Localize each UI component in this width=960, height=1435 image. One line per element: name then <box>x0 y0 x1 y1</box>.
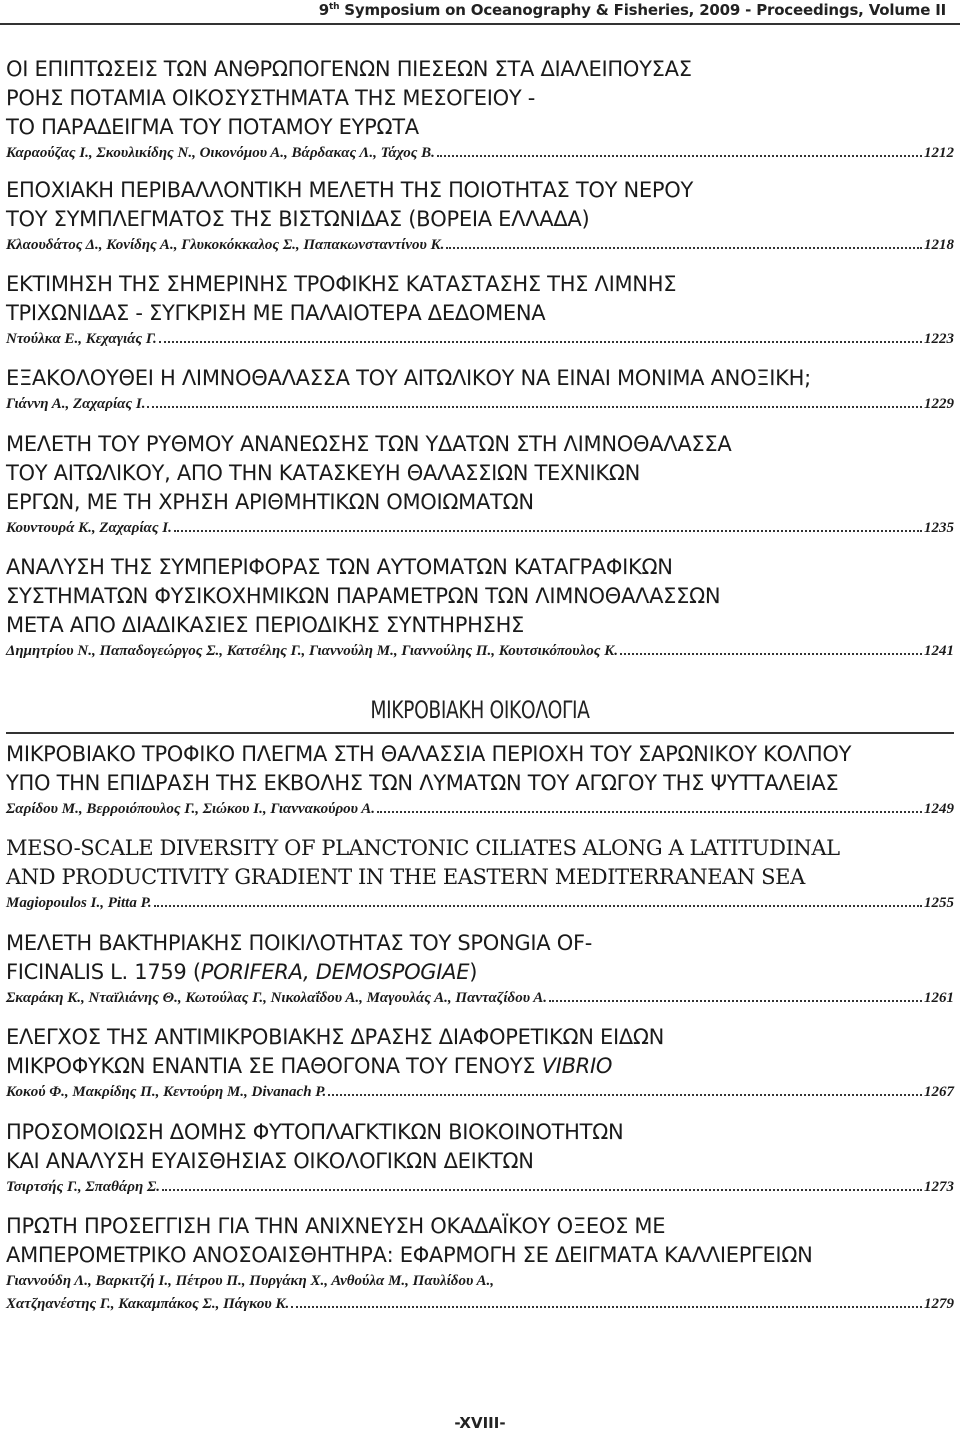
toc-entry[interactable] <box>6 834 954 915</box>
toc-entry[interactable] <box>6 553 954 663</box>
entry-title-line: ΚΑΙ ΑΝΑΛΥΣΗ ΕΥΑΙΣΘΗΣΙΑΣ ΟΙΚΟΛΟΓΙΚΩΝ ΔΕΙΚΤΩΝ <box>6 1149 534 1173</box>
dot-leader <box>377 811 922 813</box>
entry-authors: Κοκού Φ., Μακρίδης Π., Κεντούρη Μ., Divanach P. <box>6 1084 327 1100</box>
entry-title-line <box>6 958 954 987</box>
dot-leader <box>291 1306 922 1308</box>
toc-entry[interactable] <box>6 1023 954 1104</box>
entry-authors: Τσιρτσής Γ., Σπαθάρη Σ. <box>6 1179 160 1195</box>
entry-title-text: ΜΙΚΡΟΦΥΚΩΝ ΕΝΑΝΤΙΑ ΣΕ ΠΑΘΟΓΟΝΑ ΤΟΥ ΓΕΝΟΥΣ <box>6 1054 542 1078</box>
entry-author-line <box>6 1176 954 1199</box>
entry-author-line <box>6 1081 954 1104</box>
header-ordinal-suffix: th <box>328 2 340 12</box>
toc-entry[interactable] <box>6 55 954 165</box>
dot-leader <box>154 905 922 907</box>
toc-entry[interactable] <box>6 1212 954 1316</box>
entry-title-line: ΑΜΠΕΡΟΜΕΤΡΙΚΟ ΑΝΟΣΟΑΙΣΘΗΤΗΡΑ: ΕΦΑΡΜΟΓΗ ΣΕ ΔΕΙΓΜΑΤΑ ΚΑΛΛΙΕΡΓΕΙΩΝ <box>6 1243 813 1267</box>
toc-entry[interactable] <box>6 270 954 351</box>
entry-title-line: AND PRODUCTIVITY GRADIENT IN THE EASTERN MEDITERRANEAN SEA <box>6 865 805 889</box>
dot-leader <box>620 653 922 655</box>
header-divider <box>0 23 960 25</box>
entry-title-line: ΤΟΥ ΑΙΤΩΛΙΚΟΥ, ΑΠΟ ΤΗΝ ΚΑΤΑΣΚΕΥΗ ΘΑΛΑΣΣΙΩΝ ΤΕΧΝΙΚΩΝ <box>6 461 641 485</box>
entry-authors: Σκαράκη Κ., Νταϊλιάνης Θ., Κωτούλας Γ., Νικολαΐδου Α., Μαγουλάς Α., Πανταζίδου Α. <box>6 990 548 1006</box>
entry-page-number: 1249 <box>924 801 954 817</box>
footer-page-number: -XVIII- <box>454 1414 506 1432</box>
entry-title-line: ΕΡΓΩΝ, ΜΕ ΤΗ ΧΡΗΣΗ ΑΡΙΘΜΗΤΙΚΩΝ ΟΜΟΙΩΜΑΤΩΝ <box>6 490 534 514</box>
entry-title-line: ΤΟ ΠΑΡΑΔΕΙΓΜΑ ΤΟΥ ΠΟΤΑΜΟΥ ΕΥΡΩΤΑ <box>6 115 419 139</box>
entry-authors: Γιαννούδη Λ., Βαρκιτζή Ι., Πέτρου Π., Πυργάκη Χ., Ανθούλα Μ., Παυλίδου Α., <box>6 1273 495 1289</box>
section-heading: ΜΙΚΡΟΒΙΑΚΗ ΟΙΚΟΛΟΓΙΑ <box>370 696 590 724</box>
entry-title-line: ΜΕΛΕΤΗ ΒΑΚΤΗΡΙΑΚΗΣ ΠΟΙΚΙΛΟΤΗΤΑΣ ΤΟΥ SPONGIA OF- <box>6 931 593 955</box>
entry-authors: Κλαουδάτος Δ., Κονίδης Α., Γλυκοκόκκαλος Σ., Παπακωνσταντίνου Κ. <box>6 237 445 253</box>
dot-leader <box>159 341 922 343</box>
entry-title-line: ΕΛΕΓΧΟΣ ΤΗΣ ΑΝΤΙΜΙΚΡΟΒΙΑΚΗΣ ΔΡΑΣΗΣ ΔΙΑΦΟΡΕΤΙΚΩΝ ΕΙΔΩΝ <box>6 1025 665 1049</box>
entry-page-number: 1223 <box>924 331 954 347</box>
entry-authors: Καραούζας Ι., Σκουλικίδης Ν., Οικονόμου Α., Βάρδακας Λ., Τάχος Β. <box>6 145 435 161</box>
entry-page-number: 1241 <box>924 643 954 659</box>
entry-authors: Ντούλκα Ε., Κεχαγιάς Γ. <box>6 331 157 347</box>
entry-title-line: ΕΚΤΙΜΗΣΗ ΤΗΣ ΣΗΜΕΡΙΝΗΣ ΤΡΟΦΙΚΗΣ ΚΑΤΑΣΤΑΣΗΣ ΤΗΣ ΛΙΜΝΗΣ <box>6 272 677 296</box>
entry-author-line <box>6 798 954 821</box>
entry-title-line: ΑΝΑΛΥΣΗ ΤΗΣ ΣΥΜΠΕΡΙΦΟΡΑΣ ΤΩΝ ΑΥΤΟΜΑΤΩΝ ΚΑΤΑΓΡΑΦΙΚΩΝ <box>6 555 673 579</box>
dot-leader <box>147 406 922 408</box>
entry-title-text: FICINALIS L. 1759 ( <box>6 960 201 984</box>
entry-page-number: 1279 <box>924 1296 954 1312</box>
header-title-text: Symposium on Oceanography & Fisheries, 2009 - Proceedings, Volume II <box>339 1 946 19</box>
toc-entry[interactable] <box>6 740 954 821</box>
entry-author-line <box>6 987 954 1010</box>
dot-leader <box>162 1189 922 1191</box>
entry-title-line: ΤΡΙΧΩΝΙΔΑΣ - ΣΥΓΚΡΙΣΗ ΜΕ ΠΑΛΑΙΟΤΕΡΑ ΔΕΔΟΜΕΝΑ <box>6 301 546 325</box>
entry-author-line <box>6 142 954 165</box>
section-divider <box>6 732 954 734</box>
entry-authors: Magiopoulos I., Pitta P. <box>6 895 152 911</box>
entry-author-line <box>6 892 954 915</box>
entry-author-line <box>6 234 954 257</box>
header-ordinal: 9 <box>318 1 329 19</box>
entry-author-line <box>6 1270 954 1293</box>
entry-title-line: ΣΥΣΤΗΜΑΤΩΝ ΦΥΣΙΚΟΧΗΜΙΚΩΝ ΠΑΡΑΜΕΤΡΩΝ ΤΩΝ ΛΙΜΝΟΘΑΛΑΣΣΩΝ <box>6 584 721 608</box>
entry-title-line: ΡΟΗΣ ΠΟΤΑΜΙΑ ΟΙΚΟΣΥΣΤΗΜΑΤΑ ΤΗΣ ΜΕΣΟΓΕΙΟΥ - <box>6 86 536 110</box>
entry-authors: Σαρίδου Μ., Βερροιόπουλος Γ., Σιώκου Ι., Γιαννακούρου Α. <box>6 801 375 817</box>
entry-author-line <box>6 328 954 351</box>
entry-authors: Γιάννη Α., Ζαχαρίας Ι. <box>6 396 146 412</box>
entry-author-line <box>6 393 954 416</box>
entry-title-italic: PORIFERA, DEMOSPOGIAE <box>200 960 470 984</box>
entry-title-line: ΠΡΩΤΗ ΠΡΟΣΕΓΓΙΣΗ ΓΙΑ ΤΗΝ ΑΝΙΧΝΕΥΣΗ ΟΚΑΔΑΪΚΟΥ ΟΞΕΟΣ ΜΕ <box>6 1214 666 1238</box>
entry-page-number: 1229 <box>924 396 954 412</box>
entry-title-line: ΕΞΑΚΟΛΟΥΘΕΙ Η ΛΙΜΝΟΘΑΛΑΣΣΑ ΤΟΥ ΑΙΤΩΛΙΚΟΥ ΝΑ ΕΙΝΑΙ ΜΟΝΙΜΑ ΑΝΟΞΙΚΗ; <box>6 366 811 390</box>
entry-page-number: 1267 <box>924 1084 954 1100</box>
dot-leader <box>437 155 922 157</box>
entry-page-number: 1235 <box>924 520 954 536</box>
entry-authors: Χατζηανέστης Γ., Κακαμπάκος Σ., Πάγκου Κ. <box>6 1296 290 1312</box>
entry-title-line: ΜΙΚΡΟΒΙΑΚΟ ΤΡΟΦΙΚΟ ΠΛΕΓΜΑ ΣΤΗ ΘΑΛΑΣΣΙΑ ΠΕΡΙΟΧΗ ΤΟΥ ΣΑΡΩΝΙΚΟΥ ΚΟΛΠΟΥ <box>6 742 852 766</box>
entry-page-number: 1273 <box>924 1179 954 1195</box>
entry-title-text: ) <box>469 960 478 984</box>
entry-title-line: ΟΙ ΕΠΙΠΤΩΣΕΙΣ ΤΩΝ ΑΝΘΡΩΠΟΓΕΝΩΝ ΠΙΕΣΕΩΝ ΣΤΑ ΔΙΑΛΕΙΠΟΥΣΑΣ <box>6 57 692 81</box>
entry-title-line: ΥΠΟ ΤΗΝ ΕΠΙΔΡΑΣΗ ΤΗΣ ΕΚΒΟΛΗΣ ΤΩΝ ΛΥΜΑΤΩΝ ΤΟΥ ΑΓΩΓΟΥ ΤΗΣ ΨΥΤΤΑΛΕΙΑΣ <box>6 771 839 795</box>
entry-author-line <box>6 640 954 663</box>
entry-title-italic: VIBRIO <box>541 1054 613 1078</box>
toc-entry[interactable] <box>6 364 954 416</box>
dot-leader <box>446 247 922 249</box>
entry-author-line <box>6 517 954 540</box>
toc-entry[interactable] <box>6 176 954 257</box>
toc-entry[interactable] <box>6 929 954 1010</box>
entry-page-number: 1261 <box>924 990 954 1006</box>
dot-leader <box>328 1094 922 1096</box>
toc-entry[interactable] <box>6 1118 954 1199</box>
toc-entry[interactable] <box>6 430 954 540</box>
entry-page-number: 1255 <box>924 895 954 911</box>
entry-author-line <box>6 1293 954 1316</box>
entry-title-line: ΜΕΤΑ ΑΠΟ ΔΙΑΔΙΚΑΣΙΕΣ ΠΕΡΙΟΔΙΚΗΣ ΣΥΝΤΗΡΗΣΗΣ <box>6 613 525 637</box>
dot-leader <box>549 1000 922 1002</box>
dot-leader <box>174 530 922 532</box>
entry-title-line: ΜΕΛΕΤΗ ΤΟΥ ΡΥΘΜΟΥ ΑΝΑΝΕΩΣΗΣ ΤΩΝ ΥΔΑΤΩΝ ΣΤΗ ΛΙΜΝΟΘΑΛΑΣΣΑ <box>6 432 732 456</box>
entry-page-number: 1212 <box>924 145 954 161</box>
entry-authors: Δημητρίου Ν., Παπαδογεώργος Σ., Κατσέλης Γ., Γιαννούλη Μ., Γιαννούλης Π., Κουτσικόπουλος Κ. <box>6 643 618 659</box>
entry-title-line: ΠΡΟΣΟΜΟΙΩΣΗ ΔΟΜΗΣ ΦΥΤΟΠΛΑΓΚΤΙΚΩΝ ΒΙΟΚΟΙΝΟΤΗΤΩΝ <box>6 1120 624 1144</box>
entry-title-line: MESO-SCALE DIVERSITY OF PLANCTONIC CILIATES ALONG A LATITUDINAL <box>6 836 840 860</box>
entry-title-line <box>6 1052 954 1081</box>
entry-title-line: ΕΠΟΧΙΑΚΗ ΠΕΡΙΒΑΛΛΟΝΤΙΚΗ ΜΕΛΕΤΗ ΤΗΣ ΠΟΙΟΤΗΤΑΣ ΤΟΥ ΝΕΡΟΥ <box>6 178 694 202</box>
entry-page-number: 1218 <box>924 237 954 253</box>
entry-authors: Κουντουρά Κ., Ζαχαρίας Ι. <box>6 520 172 536</box>
entry-title-line: ΤΟΥ ΣΥΜΠΛΕΓΜΑΤΟΣ ΤΗΣ ΒΙΣΤΩΝΙΔΑΣ (ΒΟΡΕΙΑ ΕΛΛΑΔΑ) <box>6 207 590 231</box>
running-header <box>319 1 946 19</box>
